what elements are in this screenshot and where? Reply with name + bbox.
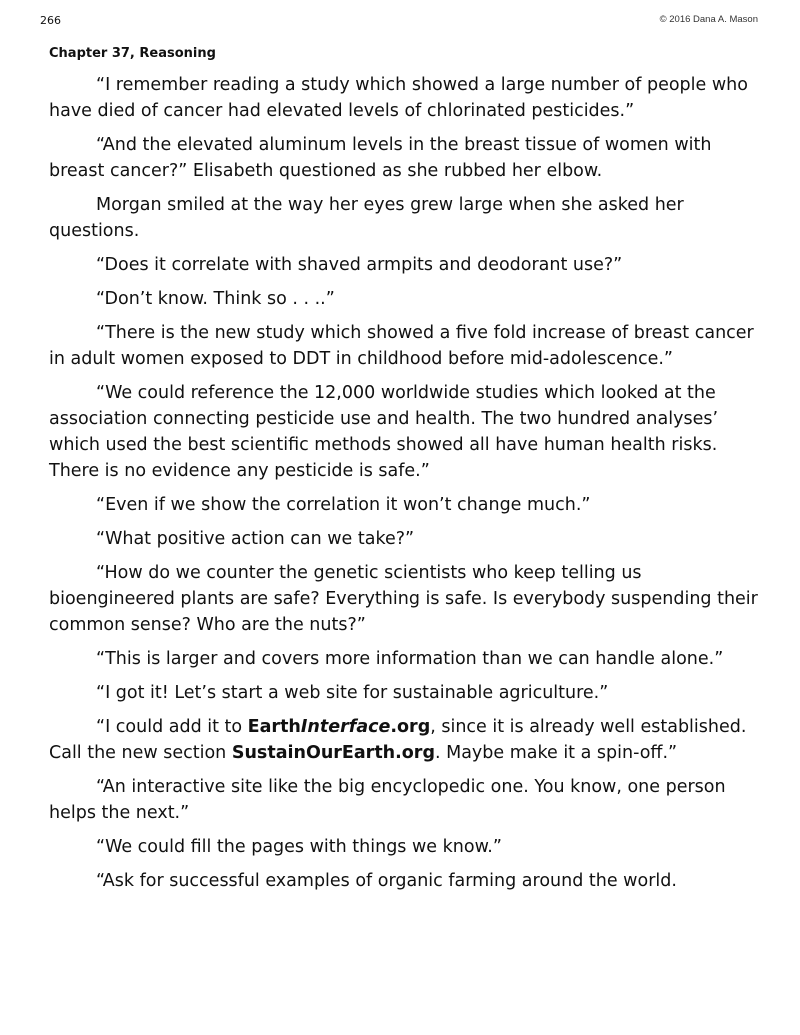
paragraph: “We could fill the pages with things we know.” bbox=[96, 837, 502, 857]
page-number: 266 bbox=[40, 14, 61, 27]
paragraph: “This is larger and covers more information than we can handle alone.” bbox=[96, 649, 724, 669]
paragraph-text: . Maybe make it a spin-off.” bbox=[434, 743, 678, 763]
paragraph: “I remember reading a study which showed a large number of people who have died of cancer had elevated levels of chlorinated pesticides.” bbox=[49, 75, 748, 121]
paragraph: “We could reference the 12,000 worldwide studies which looked at the association connecting pesticide use and health. The two hundred analyses’ which used the best scientific methods showed all have human health risks. There is no evidence any pesticide is safe.” bbox=[49, 383, 719, 481]
paragraph-text: , since it is already well established. Call the new section bbox=[49, 717, 747, 763]
paragraph-text: “I could add it to bbox=[96, 717, 248, 737]
paragraph: “What positive action can we take?” bbox=[96, 529, 415, 549]
paragraph: “Does it correlate with shaved armpits and deodorant use?” bbox=[96, 255, 623, 275]
site-name-part: Earth bbox=[247, 717, 301, 737]
copyright-notice: © 2016 Dana A. Mason bbox=[659, 14, 758, 25]
paragraph: “Don’t know. Think so . . ..” bbox=[96, 289, 335, 309]
earth-interface-paragraph bbox=[49, 714, 761, 766]
site-name-part: .org bbox=[390, 717, 431, 737]
sustain-our-earth-site-name: SustainOurEarth.org bbox=[231, 743, 435, 763]
paragraph: “Ask for successful examples of organic farming around the world. bbox=[96, 871, 677, 891]
paragraph: “There is the new study which showed a five fold increase of breast cancer in adult women exposed to DDT in childhood before mid-adolescence.” bbox=[49, 323, 754, 369]
paragraph: “And the elevated aluminum levels in the breast tissue of women with breast cancer?” Elisabeth questioned as she rubbed her elbow. bbox=[49, 135, 712, 181]
paragraph: Morgan smiled at the way her eyes grew large when she asked her questions. bbox=[49, 195, 684, 241]
paragraph: “How do we counter the genetic scientists who keep telling us bioengineered plants are safe? Everything is safe. Is everybody suspending their common sense? Who are the nuts?” bbox=[49, 563, 758, 635]
chapter-heading: Chapter 37, Reasoning bbox=[49, 46, 216, 61]
paragraph: “An interactive site like the big encyclopedic one. You know, one person helps the next.” bbox=[49, 777, 726, 823]
site-name-part: Interface bbox=[300, 717, 391, 737]
paragraph: “Even if we show the correlation it won’t change much.” bbox=[96, 495, 591, 515]
body-text bbox=[49, 72, 761, 902]
earth-interface-site-name bbox=[248, 717, 431, 737]
paragraph: “I got it! Let’s start a web site for sustainable agriculture.” bbox=[96, 683, 609, 703]
